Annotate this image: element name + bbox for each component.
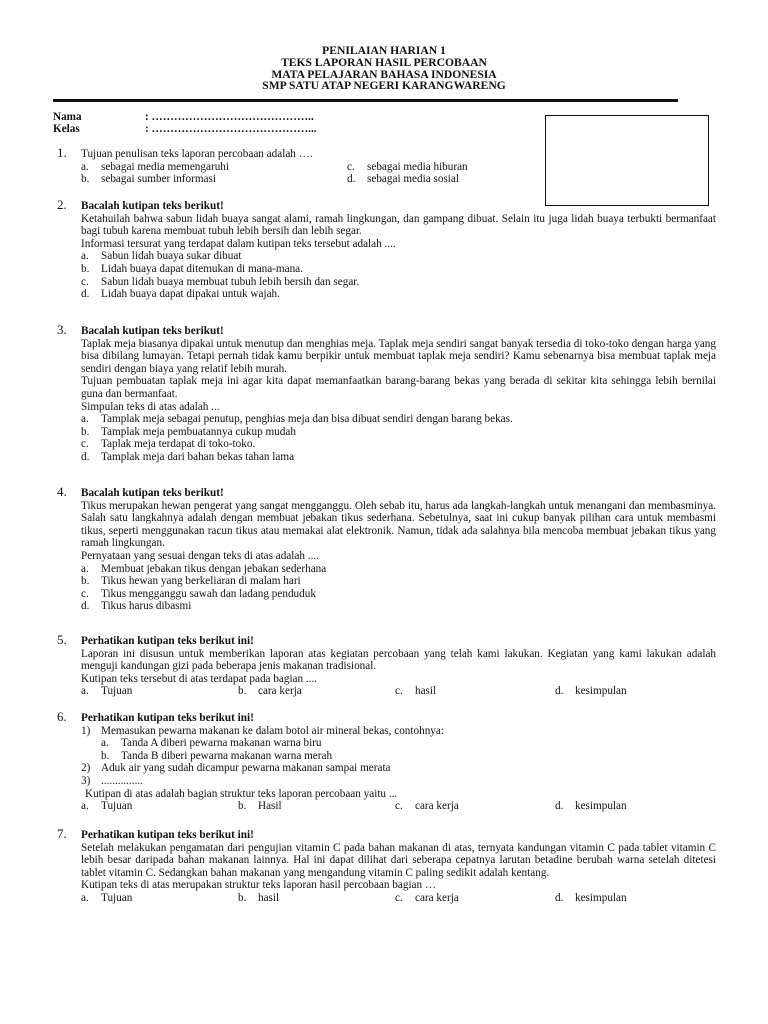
header-divider — [53, 99, 678, 102]
passage: Laporan ini disusun untuk memberikan laporan atas kegiatan percobaan yang telah kami lakukan. Kegiatan yang kami lakukan adalah menguji kandungan gizi pada beberapa jenis makanan tradisional. — [81, 647, 716, 673]
score-box — [545, 115, 709, 206]
option-d[interactable]: d. kesimpulan — [555, 891, 627, 904]
class-row — [53, 123, 317, 136]
question-4 — [53, 484, 716, 613]
question-stem: Tujuan penulisan teks laporan percobaan adalah …. — [81, 148, 313, 160]
option-b[interactable]: b. hasil — [238, 891, 280, 904]
question-prompt: Simpulan teks di atas adalah ... — [81, 400, 220, 413]
step-1: 1) Memasukan pewarna makanan ke dalam botol air mineral bekas, contohnya: — [81, 724, 444, 737]
question-2 — [53, 197, 716, 301]
question-prompt: Pernyataan yang sesuai dengan teks di atas adalah .... — [81, 549, 319, 562]
header-line-3: MATA PELAJARAN BAHASA INDONESIA — [271, 67, 497, 81]
question-title: Perhatikan kutipan teks berikut ini! — [81, 635, 254, 647]
option-d[interactable]: d. kesimpulan — [555, 800, 627, 813]
step-3: 3) ............... — [81, 774, 143, 787]
option-c[interactable]: c. Sabun lidah buaya membuat tubuh lebih bersih dan segar. — [81, 275, 360, 288]
document-header — [0, 45, 768, 92]
header-line-4: SMP SATU ATAP NEGERI KARANGWARENG — [262, 79, 506, 93]
option-b[interactable]: b. Lidah buaya dapat ditemukan di mana-mana. — [81, 262, 303, 275]
option-a[interactable]: a. Membuat jebakan tikus dengan jebakan sederhana — [81, 562, 327, 575]
question-number: 6. — [57, 709, 67, 724]
option-a[interactable]: a. Tujuan — [81, 891, 133, 904]
question-title: Perhatikan kutipan teks berikut ini! — [81, 829, 254, 841]
question-title: Bacalah kutipan teks berikut! — [81, 487, 224, 499]
option-c[interactable]: c. sebagai media hiburan — [347, 160, 468, 173]
question-prompt: Kutipan di atas adalah bagian struktur teks laporan percobaan yaitu ... — [85, 787, 398, 800]
option-a[interactable]: a. Tujuan — [81, 800, 133, 813]
question-number: 3. — [57, 322, 67, 337]
option-c[interactable]: c. cara kerja — [395, 891, 459, 904]
header-line-1: PENILAIAN HARIAN 1 — [322, 44, 446, 57]
class-blank[interactable]: : ……………………………………... — [145, 123, 317, 135]
option-d[interactable]: d. sebagai media sosial — [347, 173, 459, 186]
question-number: 4. — [57, 484, 67, 499]
option-d[interactable]: d. Lidah buaya dapat dipakai untuk wajah. — [81, 288, 280, 301]
option-b[interactable]: b. Tamplak meja pembuatannya cukup mudah — [81, 425, 296, 438]
name-row — [53, 111, 314, 124]
step-2: 2) Aduk air yang sudah dicampur pewarna makanan sampai merata — [81, 762, 391, 775]
question-number: 7. — [57, 826, 67, 841]
question-7 — [53, 826, 716, 905]
question-prompt: Kutipan teks tersebut di atas terdapat pada bagian .... — [81, 672, 318, 685]
option-c[interactable]: c. Tikus mengganggu sawah dan ladang penduduk — [81, 587, 316, 600]
option-a[interactable]: a. Tamplak meja sebagai penutup, penghias meja dan bisa dibuat sendiri dengan barang bekas. — [81, 413, 513, 426]
header-line-2: TEKS LAPORAN HASIL PERCOBAAN — [281, 55, 487, 69]
passage: Tikus merupakan hewan pengerat yang sangat mengganggu. Oleh sebab itu, harus ada langkah-langkah untuk menangani dan membasminya. Salah satu langkahnya adalah dengan membuat jebakan tikus sederhana. Sebetulnya, saat ini cukup banyak pilihan cara untuk membasmi tikus, seperti menggunakan racun tikus atau memakai alat elektronik. Namun, tidak ada salahnya bila mencoba membuat jebakan tikus yang ramah lingkungan. — [81, 499, 716, 550]
option-b[interactable]: b. sebagai sumber informasi — [81, 173, 216, 186]
passage-paragraph-1: Taplak meja biasanya dipakai untuk menutup dan menghias meja. Taplak meja sendiri sangat banyak tersedia di toko-toko dengan harga yang bisa dibilang lumayan. Tetapi pernah tidak kamu berpikir untuk membuat taplak meja sendiri? Kamu sebenarnya bisa membuat taplak meja sendiri dengan biaya yang relatif lebih murah. — [81, 337, 716, 375]
passage: Setelah melakukan pengamatan dari pengujian vitamin C pada bahan makanan di atas, ternyata kandungan vitamin C pada tablet vitamin C lebih besar daripada bahan makanan lainnya. Hal ini dapat dilihat dari seberapa cepatnya larutan betadine berubah warna setelah ditetesi tablet vitamin C. Sedangkan bahan makanan yang mengandung vitamin C paling sedikit adalah kentang. — [81, 841, 716, 879]
step-1a: a. Tanda A diberi pewarna makanan warna biru — [101, 737, 322, 750]
question-title: Perhatikan kutipan teks berikut ini! — [81, 712, 254, 724]
name-label: Nama — [53, 111, 82, 123]
option-a[interactable]: a. Sabun lidah buaya sukar dibuat — [81, 250, 242, 263]
question-number: 5. — [57, 632, 67, 647]
passage: Ketahuilah bahwa sabun lidah buaya sangat alami, ramah lingkungan, dan gampang dibuat. Selain itu juga lidah buaya terbukti bermanfaat bagi tubuh karena membuat tubuh lebih bersih dan lebih segar. — [81, 212, 716, 238]
option-c[interactable]: c. hasil — [395, 685, 437, 698]
option-c[interactable]: c. cara kerja — [395, 800, 459, 813]
question-number: 2. — [57, 197, 67, 212]
name-blank[interactable]: : …………………………………….. — [145, 111, 314, 123]
question-5 — [53, 632, 716, 698]
class-label: Kelas — [53, 123, 80, 135]
option-b[interactable]: b. Hasil — [238, 800, 282, 813]
option-d[interactable]: d. kesimpulan — [555, 685, 627, 698]
option-d[interactable]: d. Tikus harus dibasmi — [81, 600, 192, 613]
option-b[interactable]: b. Tikus hewan yang berkeliaran di malam hari — [81, 575, 301, 588]
option-a[interactable]: a. Tujuan — [81, 685, 133, 698]
option-d[interactable]: d. Tamplak meja dari bahan bekas tahan lama — [81, 450, 295, 463]
step-1b: b. Tanda B diberi pewarna makanan warna merah — [101, 749, 333, 762]
question-1 — [53, 145, 543, 186]
question-6 — [53, 709, 716, 813]
question-prompt: Kutipan teks di atas merupakan struktur teks laporan hasil percobaan bagian … — [81, 879, 437, 892]
question-3 — [53, 322, 716, 464]
option-c[interactable]: c. Taplak meja terdapat di toko-toko. — [81, 438, 256, 451]
question-prompt: Informasi tersurat yang terdapat dalam kutipan teks tersebut adalah .... — [81, 237, 396, 250]
option-b[interactable]: b. cara kerja — [238, 685, 302, 698]
question-title: Bacalah kutipan teks berikut! — [81, 200, 224, 212]
passage-paragraph-2: Tujuan pembuatan taplak meja ini agar kita dapat memanfaatkan barang-barang bekas yang berada di sekitar kita sehingga lebih bernilai guna dan bermanfaat. — [81, 375, 716, 400]
question-title: Bacalah kutipan teks berikut! — [81, 325, 224, 337]
question-number: 1. — [57, 145, 67, 160]
option-a[interactable]: a. sebagai media memengaruhi — [81, 160, 229, 173]
